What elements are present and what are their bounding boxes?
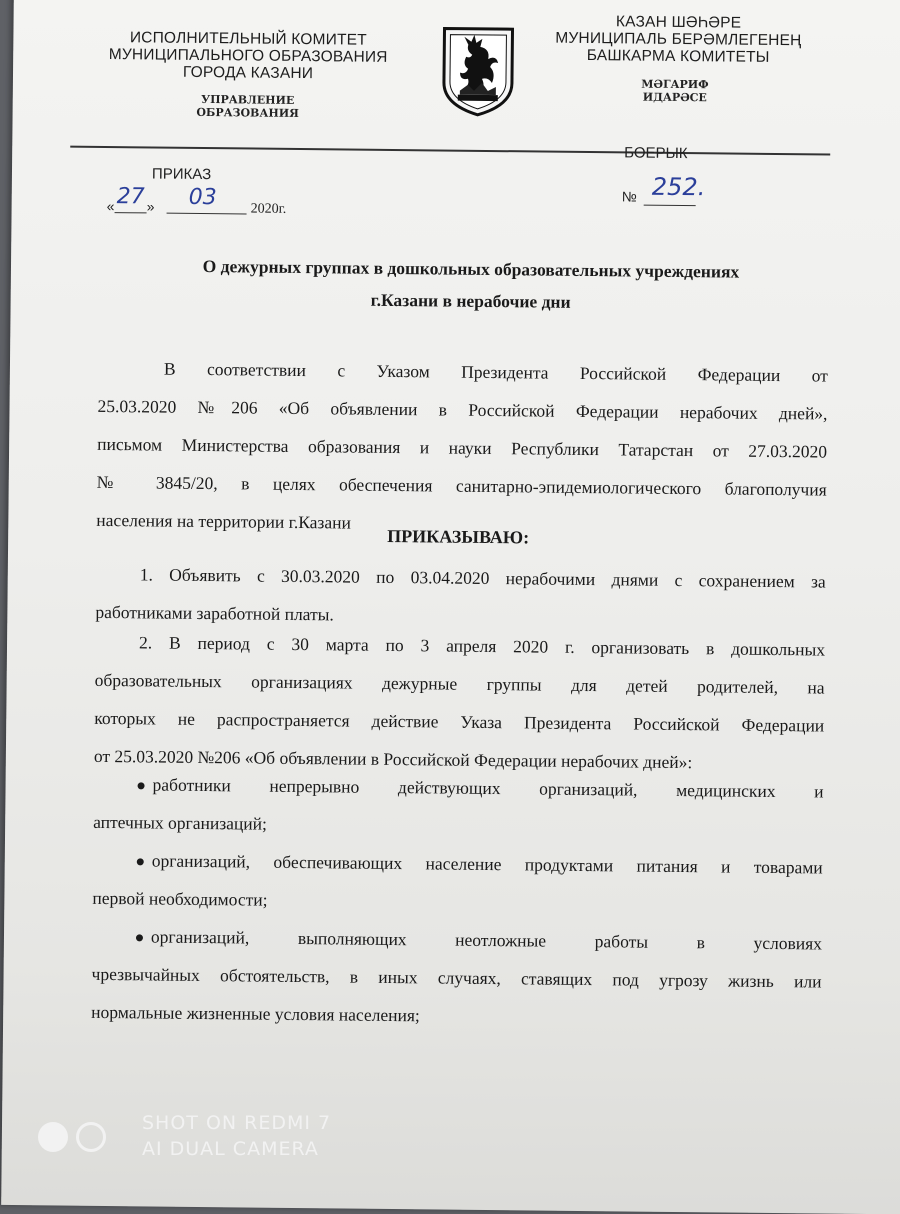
preamble-line: 25.03.2020 №206 «Об объявлении в Российской Федерации нерабочих дней», (97, 395, 828, 424)
preamble-line: письмом Министерства образования и науки Республики Татарстан от 27.03.2020 (97, 433, 828, 462)
date-day-handwritten: 27 (116, 184, 145, 210)
bullet-text: нормальные жизненные условия населения; (91, 1001, 420, 1026)
header-right (528, 12, 829, 66)
department-line: ОБРАЗОВАНИЯ (196, 105, 299, 120)
header-right-line: БАШКАРМА КОМИТЕТЫ (586, 47, 770, 66)
bullet-text: аптечных организаций; (93, 811, 268, 834)
header-left-line: МУНИЦИПАЛЬНОГО ОБРАЗОВАНИЯ (108, 45, 388, 66)
title-line: г.Казани в нерабочие дни (370, 289, 571, 312)
bullet-text: организаций, выполняющих неотложные работы в условиях (150, 926, 823, 954)
number-underline (644, 205, 696, 207)
list-item (92, 841, 823, 925)
document-page (1, 0, 900, 1214)
date-month-handwritten: 03 (188, 184, 217, 211)
item-line: от 25.03.2020 №206 «Об объявлении в Российской Федерации нерабочих дней»: (93, 745, 693, 773)
document-title (121, 249, 822, 320)
header-left-line: ГОРОДА КАЗАНИ (182, 63, 314, 83)
watermark-dot-outline-icon (76, 1122, 106, 1152)
item-line: 2. В период с 30 марта по 3 апреля 2020 г. организовать в дошкольных (138, 632, 826, 660)
header-right-department (610, 77, 740, 104)
department-line: ИДАРӘСЕ (642, 90, 707, 105)
bullet-icon (138, 783, 145, 790)
bullet-icon (137, 859, 144, 866)
watermark-line: AI DUAL CAMERA (142, 1138, 319, 1160)
item-line: 1. Объявить с 30.03.2020 по 03.04.2020 нерабочими днями с сохранением за (139, 564, 826, 592)
item-line: образовательных организациях дежурные группы для детей родителей, на (94, 669, 825, 698)
bullet-text: работники непрерывно действующих организаций, медицинских и (152, 774, 824, 802)
bullet-text: первой необходимости; (92, 887, 268, 910)
date-open-quote: « (106, 197, 115, 215)
date-close-quote: » (146, 198, 155, 215)
header-right-line: КАЗАН ШӘҺӘРЕ (615, 13, 742, 32)
preamble-line: населения на территории г.Казани (96, 509, 351, 533)
order-item-2 (94, 623, 826, 783)
bullet-icon (136, 935, 143, 942)
order-heading: ПРИКАЗЫВАЮ: (387, 525, 530, 548)
date-day-underline (115, 212, 147, 213)
header-left-line: ИСПОЛНИТЕЛЬНЫЙ КОМИТЕТ (129, 29, 367, 49)
preamble-line: В соответствии с Указом Президента Российской Федерации от (163, 358, 829, 386)
header-left (103, 29, 394, 83)
item-line: которых не распространяется действие Указа Президента Российской Федерации (94, 707, 825, 736)
order-label-tt: БОЕРЫК (624, 144, 688, 163)
list-item (93, 765, 824, 849)
watermark-dot-filled-icon (38, 1122, 68, 1152)
title-line: О дежурных группах в дошкольных образовательных учреждениях (202, 255, 740, 282)
list-item (91, 917, 822, 1039)
preamble (96, 349, 828, 547)
order-number (622, 172, 772, 208)
coat-of-arms-emblem (438, 24, 519, 117)
bullet-list (91, 765, 824, 1039)
number-sign: № (621, 188, 637, 205)
department-line: УПРАВЛЕНИЕ (201, 92, 295, 107)
header-divider (70, 146, 830, 156)
order-label-ru: ПРИКАЗ (151, 165, 212, 184)
bullet-text: организаций, обеспечивающих население продуктами питания и товарами (151, 850, 823, 878)
item-line: работниками заработной платы. (95, 601, 334, 625)
department-line: МӘГАРИФ (641, 77, 709, 92)
header-right-line: МУНИЦИПАЛЬ БЕРӘМЛЕГЕНЕҢ (555, 29, 802, 50)
number-handwritten: 252. (651, 172, 706, 202)
date-year: 2020г. (250, 201, 287, 217)
header-left-department (183, 93, 313, 120)
watermark-line: SHOT ON REDMI 7 (142, 1112, 332, 1134)
preamble-line: № 3845/20, в целях обеспечения санитарно-эпидемиологического благополучия (96, 471, 827, 500)
order-date (106, 184, 317, 220)
bullet-text: чрезвычайных обстоятельств, в иных случаях, ставящих под угрозу жизнь или (91, 963, 822, 992)
camera-watermark (142, 1110, 331, 1162)
date-month-underline (167, 213, 247, 215)
